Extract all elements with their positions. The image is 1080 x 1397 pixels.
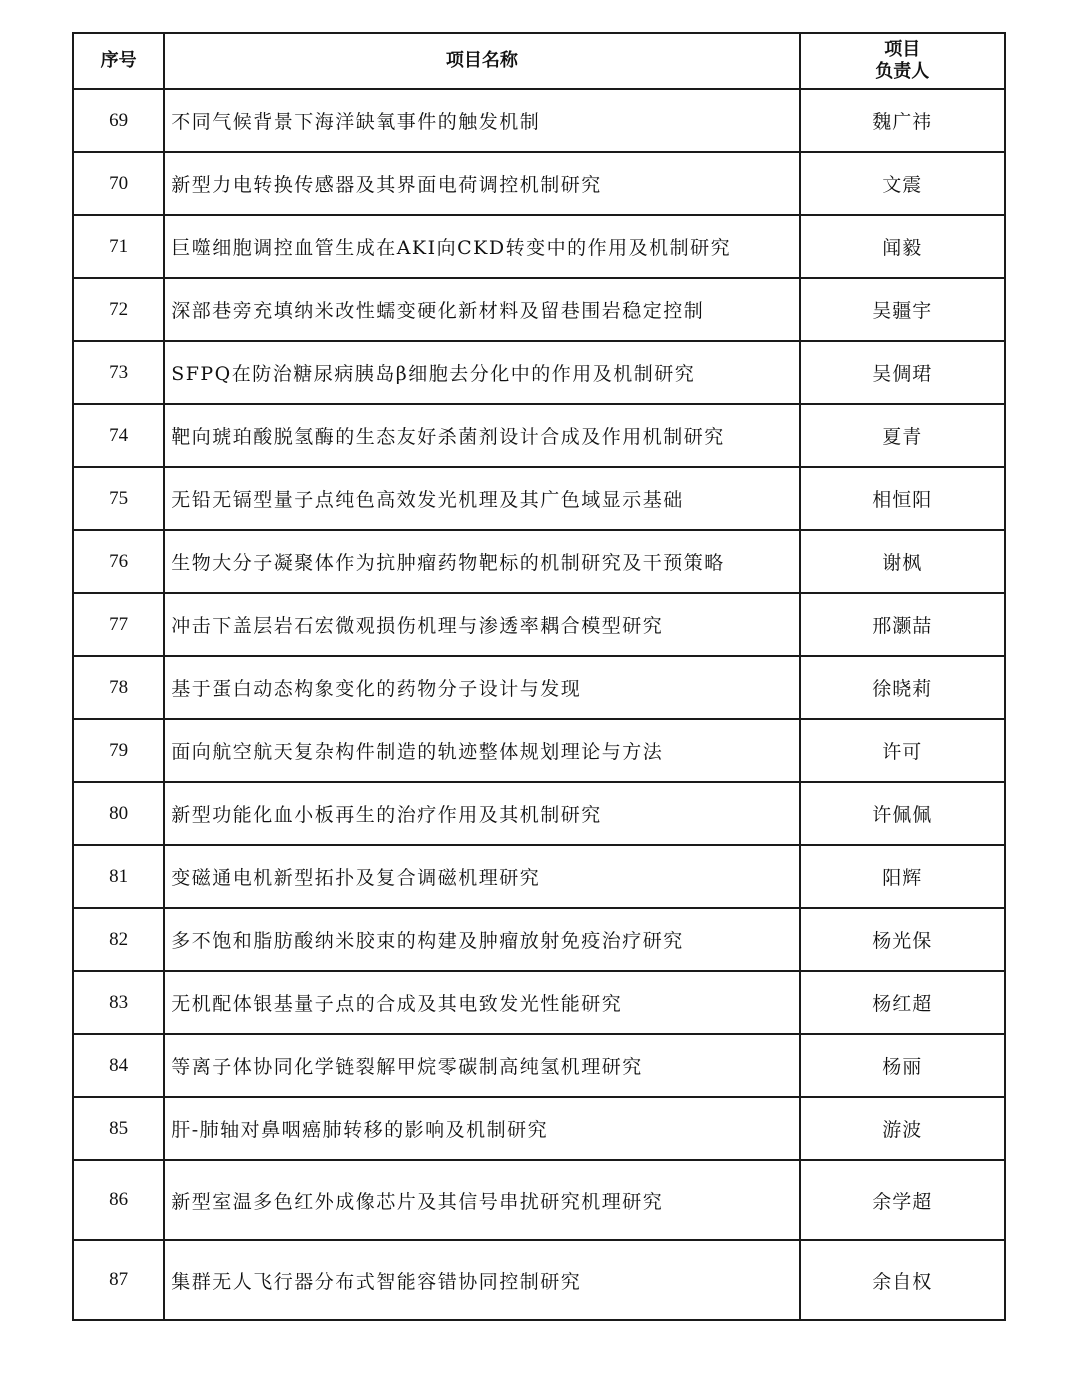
row-project-name: 多不饱和脂肪酸纳米胶束的构建及肿瘤放射免疫治疗研究 <box>164 908 799 971</box>
row-project-name: 等离子体协同化学链裂解甲烷零碳制高纯氢机理研究 <box>164 1034 799 1097</box>
row-project-name: 巨噬细胞调控血管生成在AKI向CKD转变中的作用及机制研究 <box>164 215 799 278</box>
row-project-name: 基于蛋白动态构象变化的药物分子设计与发现 <box>164 656 799 719</box>
row-leader: 吴疆宇 <box>800 278 1005 341</box>
table-row <box>73 845 1005 908</box>
project-table <box>72 32 1006 1321</box>
table-row <box>73 404 1005 467</box>
row-project-name: 深部巷旁充填纳米改性蠕变硬化新材料及留巷围岩稳定控制 <box>164 278 799 341</box>
table-row <box>73 152 1005 215</box>
row-project-name: 新型室温多色红外成像芯片及其信号串扰研究机理研究 <box>164 1160 799 1240</box>
table-row <box>73 1160 1005 1240</box>
table-row <box>73 1240 1005 1320</box>
row-leader: 阳辉 <box>800 845 1005 908</box>
table-row <box>73 971 1005 1034</box>
row-index: 75 <box>73 467 164 530</box>
row-index: 71 <box>73 215 164 278</box>
row-project-name: 面向航空航天复杂构件制造的轨迹整体规划理论与方法 <box>164 719 799 782</box>
row-index: 77 <box>73 593 164 656</box>
row-leader: 闻毅 <box>800 215 1005 278</box>
row-index: 83 <box>73 971 164 1034</box>
table-row <box>73 530 1005 593</box>
row-project-name: 无机配体银基量子点的合成及其电致发光性能研究 <box>164 971 799 1034</box>
table-row <box>73 908 1005 971</box>
row-project-name: 新型功能化血小板再生的治疗作用及其机制研究 <box>164 782 799 845</box>
header-project-name: 项目名称 <box>164 33 799 89</box>
row-index: 86 <box>73 1160 164 1240</box>
table-row <box>73 278 1005 341</box>
table-row <box>73 1034 1005 1097</box>
row-index: 69 <box>73 89 164 152</box>
row-project-name: 集群无人飞行器分布式智能容错协同控制研究 <box>164 1240 799 1320</box>
row-leader: 邢灏喆 <box>800 593 1005 656</box>
row-index: 70 <box>73 152 164 215</box>
row-leader: 余自权 <box>800 1240 1005 1320</box>
row-project-name: 肝-肺轴对鼻咽癌肺转移的影响及机制研究 <box>164 1097 799 1160</box>
table-row <box>73 656 1005 719</box>
row-index: 84 <box>73 1034 164 1097</box>
row-index: 78 <box>73 656 164 719</box>
row-project-name: SFPQ在防治糖尿病胰岛β细胞去分化中的作用及机制研究 <box>164 341 799 404</box>
row-index: 87 <box>73 1240 164 1320</box>
row-leader: 余学超 <box>800 1160 1005 1240</box>
header-leader <box>800 33 1005 89</box>
header-leader-line1: 项目 <box>884 39 921 60</box>
row-index: 73 <box>73 341 164 404</box>
row-index: 80 <box>73 782 164 845</box>
row-leader: 相恒阳 <box>800 467 1005 530</box>
row-leader: 杨丽 <box>800 1034 1005 1097</box>
table-row <box>73 782 1005 845</box>
row-project-name: 变磁通电机新型拓扑及复合调磁机理研究 <box>164 845 799 908</box>
table-row <box>73 467 1005 530</box>
row-project-name: 生物大分子凝聚体作为抗肿瘤药物靶标的机制研究及干预策略 <box>164 530 799 593</box>
row-leader: 谢枫 <box>800 530 1005 593</box>
row-leader: 许可 <box>800 719 1005 782</box>
row-index: 81 <box>73 845 164 908</box>
header-index: 序号 <box>73 33 164 89</box>
row-leader: 夏青 <box>800 404 1005 467</box>
row-index: 72 <box>73 278 164 341</box>
row-index: 82 <box>73 908 164 971</box>
row-project-name: 靶向琥珀酸脱氢酶的生态友好杀菌剂设计合成及作用机制研究 <box>164 404 799 467</box>
row-project-name: 新型力电转换传感器及其界面电荷调控机制研究 <box>164 152 799 215</box>
row-project-name: 不同气候背景下海洋缺氧事件的触发机制 <box>164 89 799 152</box>
row-index: 79 <box>73 719 164 782</box>
header-leader-line2: 负责人 <box>875 61 930 82</box>
table-row <box>73 89 1005 152</box>
row-index: 76 <box>73 530 164 593</box>
table-header-row <box>73 33 1005 89</box>
row-leader: 许佩佩 <box>800 782 1005 845</box>
row-leader: 魏广祎 <box>800 89 1005 152</box>
row-leader: 徐晓莉 <box>800 656 1005 719</box>
row-leader: 杨光保 <box>800 908 1005 971</box>
row-leader: 吴倜珺 <box>800 341 1005 404</box>
table-row <box>73 215 1005 278</box>
row-project-name: 冲击下盖层岩石宏微观损伤机理与渗透率耦合模型研究 <box>164 593 799 656</box>
row-project-name: 无铅无镉型量子点纯色高效发光机理及其广色域显示基础 <box>164 467 799 530</box>
row-index: 85 <box>73 1097 164 1160</box>
row-index: 74 <box>73 404 164 467</box>
row-leader: 文震 <box>800 152 1005 215</box>
table-row <box>73 593 1005 656</box>
table-row <box>73 1097 1005 1160</box>
table-row <box>73 719 1005 782</box>
row-leader: 杨红超 <box>800 971 1005 1034</box>
table-row <box>73 341 1005 404</box>
row-leader: 游波 <box>800 1097 1005 1160</box>
